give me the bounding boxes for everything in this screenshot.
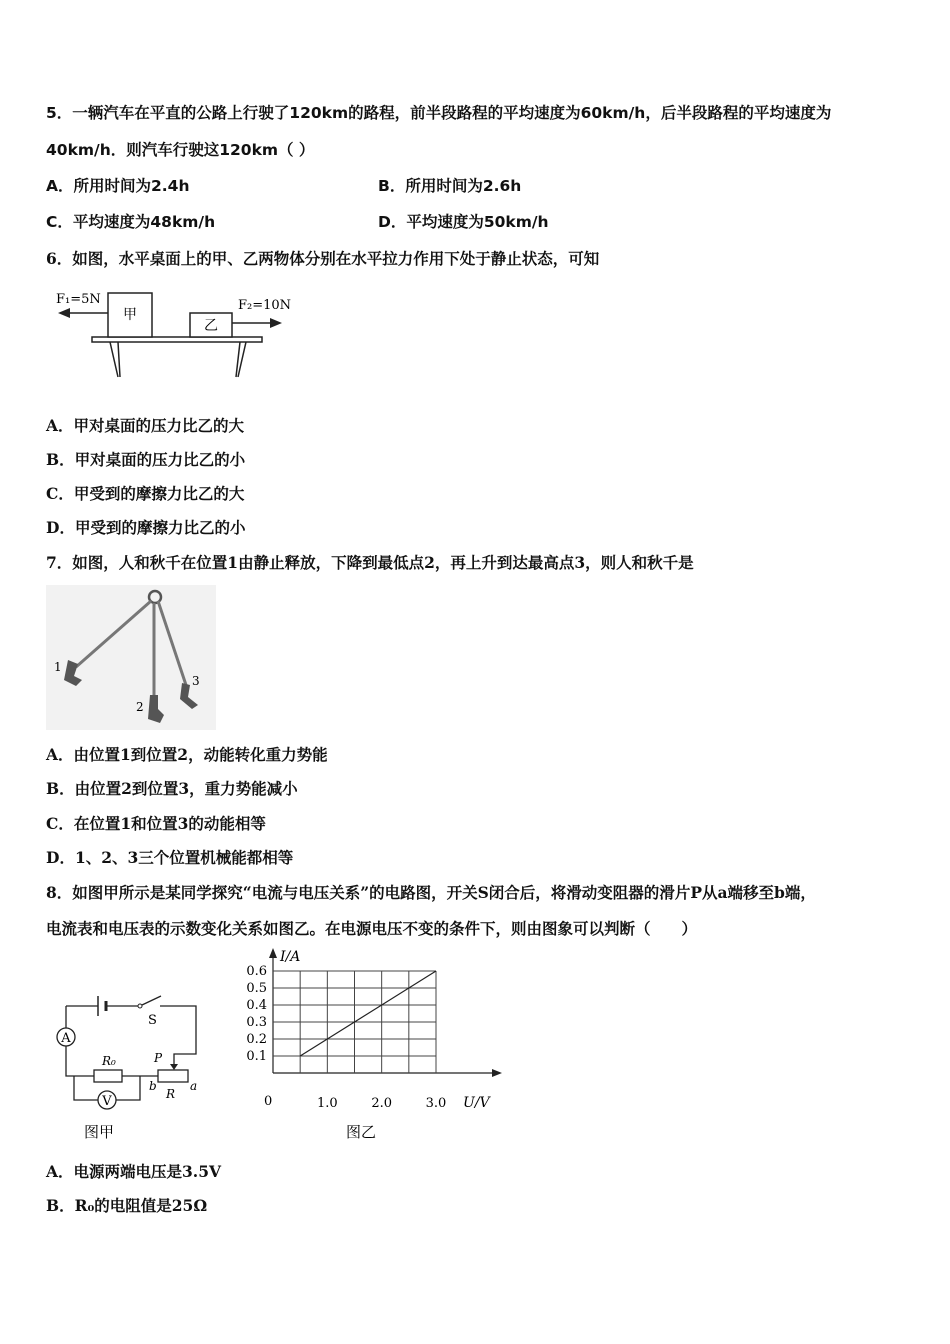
y-tick-label: 0.5 bbox=[246, 981, 267, 996]
y-tick-label: 0.6 bbox=[246, 964, 267, 979]
q8-circuit-figure bbox=[46, 990, 216, 1145]
y-tick-label: 0.4 bbox=[246, 998, 267, 1013]
resistor-r0 bbox=[94, 1070, 122, 1082]
y-axis-label: I/A bbox=[280, 949, 301, 965]
q7-swing-figure bbox=[46, 585, 216, 730]
q6-table-figure bbox=[50, 287, 310, 387]
slider-arrow-icon bbox=[170, 1064, 178, 1070]
q5-option-a: A．所用时间为2.4h bbox=[46, 177, 190, 195]
pos3-label: 3 bbox=[192, 674, 200, 688]
x-tick-label: 1.0 bbox=[316, 1096, 338, 1111]
q7-stem: 7．如图，人和秋千在位置1由静止释放，下降到最低点2，再上升到达最高点3，则人和秋千是 bbox=[46, 553, 694, 572]
q6-option-a: A．甲对桌面的压力比乙的大 bbox=[46, 416, 245, 435]
f1-arrow-icon bbox=[58, 308, 70, 318]
f2-label: F₂=10N bbox=[238, 298, 292, 313]
q8-stem-line1: 8．如图甲所示是某同学探究“电流与电压关系”的电路图，开关S闭合后，将滑动变阻器的滑片P从a端移至b端， bbox=[46, 883, 816, 902]
f1-label: F₁=5N bbox=[56, 292, 101, 307]
q8-option-a: A．电源两端电压是3.5V bbox=[46, 1162, 222, 1181]
q7-option-a: A．由位置1到位置2，动能转化重力势能 bbox=[46, 745, 328, 764]
x-tick-label: 3.0 bbox=[425, 1096, 447, 1111]
switch-blade bbox=[142, 996, 161, 1005]
f2-arrow-icon bbox=[270, 318, 282, 328]
q6-option-b: B．甲对桌面的压力比乙的小 bbox=[46, 450, 246, 469]
q5-option-c: C．平均速度为48km/h bbox=[46, 213, 216, 231]
q8-iu-chart bbox=[236, 945, 506, 1150]
q7-option-d: D．1、2、3三个位置机械能都相等 bbox=[46, 848, 294, 867]
r0-label: R₀ bbox=[102, 1054, 116, 1068]
y-axis-arrow-icon bbox=[269, 948, 277, 958]
end-a-label: a bbox=[190, 1079, 198, 1093]
q8-stem-line2: 电流表和电压表的示数变化关系如图乙。在电源电压不变的条件下，则由图象可以判断（ ） bbox=[46, 919, 698, 938]
rheostat-label: R bbox=[166, 1087, 176, 1101]
origin-label: 0 bbox=[264, 1094, 273, 1109]
ammeter-label: A bbox=[61, 1031, 71, 1046]
q5-stem-line1: 5．一辆汽车在平直的公路上行驶了120km的路程，前半段路程的平均速度为60km/h，后半段路程的平均速度为 bbox=[46, 104, 832, 122]
circuit-caption: 图甲 bbox=[84, 1123, 115, 1141]
q5-option-d: D．平均速度为50km/h bbox=[378, 213, 549, 231]
block-jia-label: 甲 bbox=[123, 307, 137, 323]
pos2-label: 2 bbox=[136, 700, 144, 714]
chart-caption: 图乙 bbox=[346, 1123, 377, 1141]
switch-label: S bbox=[148, 1013, 157, 1028]
q6-stem: 6．如图，水平桌面上的甲、乙两物体分别在水平拉力作用下处于静止状态，可知 bbox=[46, 249, 600, 268]
end-b-label: b bbox=[149, 1079, 157, 1093]
slider-label: P bbox=[154, 1051, 163, 1065]
q6-option-d: D．甲受到的摩擦力比乙的小 bbox=[46, 518, 246, 537]
series-line-i-u bbox=[300, 971, 436, 1056]
q5-option-b: B．所用时间为2.6h bbox=[378, 177, 522, 195]
q6-option-c: C．甲受到的摩擦力比乙的大 bbox=[46, 484, 245, 503]
rheostat bbox=[158, 1070, 188, 1082]
y-tick-label: 0.3 bbox=[246, 1015, 267, 1030]
block-yi-label: 乙 bbox=[204, 318, 218, 334]
x-axis-label: U/V bbox=[463, 1095, 490, 1111]
q7-option-b: B．由位置2到位置3，重力势能减小 bbox=[46, 779, 298, 798]
q8-option-b: B．R₀的电阻值是25Ω bbox=[46, 1196, 208, 1215]
x-axis-arrow-icon bbox=[492, 1069, 502, 1077]
switch-terminal bbox=[138, 1004, 142, 1008]
q5-stem-line2: 40km/h．则汽车行驶这120km（ ） bbox=[46, 141, 315, 159]
pos1-label: 1 bbox=[54, 660, 62, 674]
x-tick-label: 2.0 bbox=[371, 1096, 393, 1111]
y-tick-label: 0.1 bbox=[246, 1049, 267, 1064]
q7-option-c: C．在位置1和位置3的动能相等 bbox=[46, 814, 266, 833]
y-tick-label: 0.2 bbox=[246, 1032, 267, 1047]
voltmeter-label: V bbox=[102, 1094, 112, 1109]
